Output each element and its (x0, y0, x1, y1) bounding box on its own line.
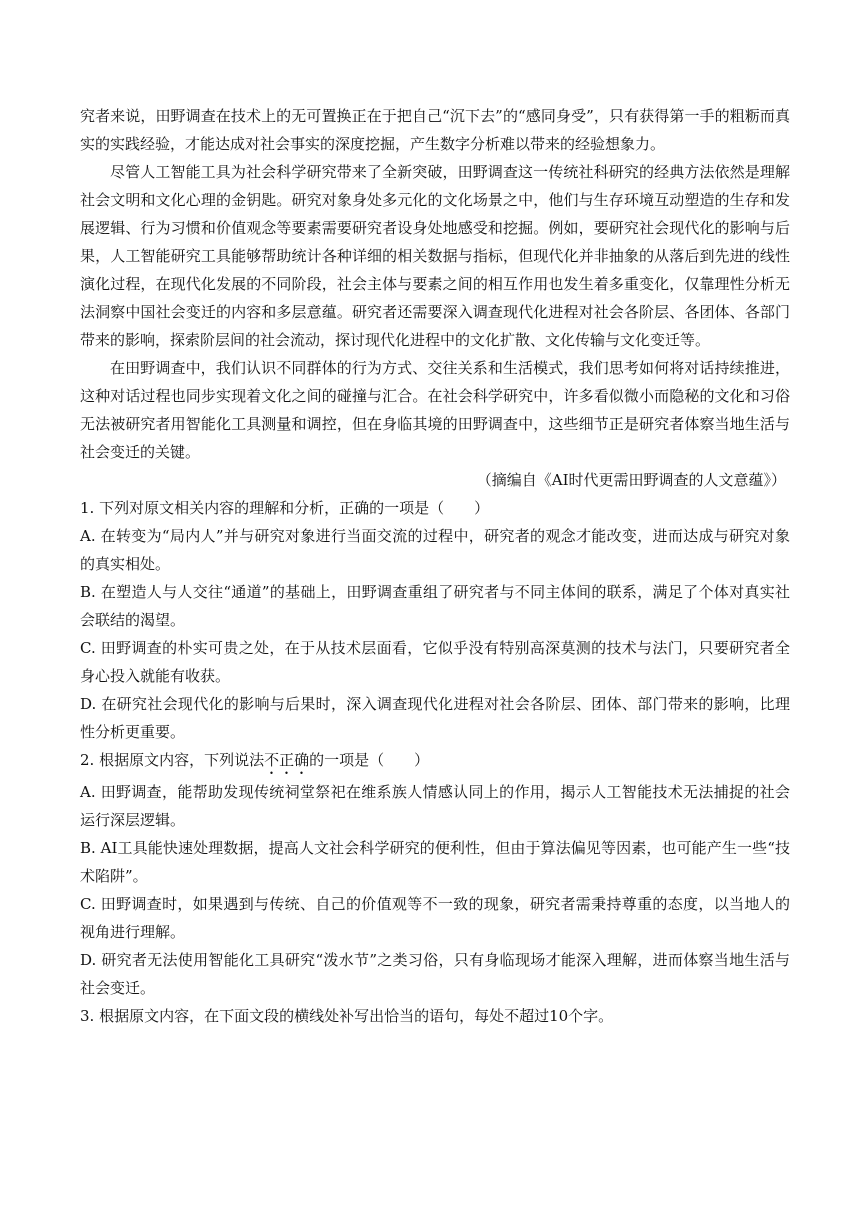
question-2-option-a: A. 田野调查，能帮助发现传统祠堂祭祀在维系族人情感认同上的作用，揭示人工智能技术无法捕捉的社会运行深层逻辑。 (80, 783, 790, 829)
question-2-option-c: C. 田野调查时，如果遇到与传统、自己的价值观等不一致的现象，研究者需秉持尊重的态度，以当地人的视角进行理解。 (80, 895, 790, 941)
article-source: （摘编自《AI时代更需田野调查的人文意蕴》） (476, 471, 786, 489)
question-1-option-c: C. 田野调查的朴实可贵之处，在于从技术层面看，它似乎没有特别高深莫测的技术与法门，只要研究者全身心投入就能有收获。 (80, 639, 790, 685)
question-2-option-d: D. 研究者无法使用智能化工具研究“泼水节”之类习俗，只有身临现场才能深入理解，进而体察当地生活与社会变迁。 (80, 951, 790, 997)
question-2 (80, 746, 790, 1002)
article-paragraph-3: 在田野调查中，我们认识不同群体的行为方式、交往关系和生活模式，我们思考如何将对话持续推进，这种对话过程也同步实现着文化之间的碰撞与汇合。在社会科学研究中，许多看似微小而隐秘的文化和习俗无法被研究者用智能化工具测量和调控，但在身临其境的田野调查中，这些细节正是研究者体察当地生活与社会变迁的关键。 (80, 359, 790, 461)
article-paragraph-1-continued: 究者来说，田野调查在技术上的无可置换正在于把自己“沉下去”的“感同身受”，只有获得第一手的粗粝而真实的实践经验，才能达成对社会事实的深度挖掘，产生数字分析难以带来的经验想象力。 (80, 107, 790, 153)
question-2-stem-after: 的一项是（ ） (309, 751, 430, 769)
article-paragraph-2: 尽管人工智能工具为社会科学研究带来了全新突破，田野调查这一传统社科研究的经典方法依然是理解社会文明和文化心理的金钥匙。研究对象身处多元化的文化场景之中，他们与生存环境互动塑造的生存和发展逻辑、行为习惯和价值观念等要素需要研究者设身处地感受和挖掘。例如，要研究社会现代化的影响与后果，人工智能研究工具能够帮助统计各种详细的相关数据与指标，但现代化并非抽象的从落后到先进的线性演化过程，在现代化发展的不同阶段，社会主体与要素之间的相互作用也发生着多重变化，仅靠理性分析无法洞察中国社会变迁的内容和多层意蕴。研究者还需要深入调查现代化进程对社会各阶层、各团体、各部门带来的影响，探索阶层间的社会流动，探讨现代化进程中的文化扩散、文化传输与文化变迁等。 (80, 163, 790, 349)
question-3 (80, 1002, 790, 1030)
question-1-option-d: D. 在研究社会现代化的影响与后果时，深入调查现代化进程对社会各阶层、团体、部门带来的影响，比理性分析更重要。 (80, 695, 790, 741)
question-1-stem: 1. 下列对原文相关内容的理解和分析，正确的一项是（ ） (80, 499, 490, 517)
question-2-stem (80, 746, 790, 778)
question-1-option-b: B. 在塑造人与人交往“通道”的基础上，田野调查重组了研究者与不同主体间的联系，满足了个体对真实社会联结的渴望。 (80, 583, 790, 629)
question-2-option-b: B. AI工具能快速处理数据，提高人文社会科学研究的便利性，但由于算法偏见等因素，也可能产生一些“技术陷阱”。 (80, 839, 790, 885)
question-2-stem-emphasis: 不正确 (264, 751, 310, 769)
question-1 (80, 494, 790, 746)
question-3-stem: 3. 根据原文内容，在下面文段的横线处补写出恰当的语句，每处不超过10个字。 (80, 1007, 614, 1025)
document-page (80, 102, 790, 1030)
question-1-option-a: A. 在转变为“局内人”并与研究对象进行当面交流的过程中，研究者的观念才能改变，进而达成与研究对象的真实相处。 (80, 527, 790, 573)
question-2-stem-before: 2. 根据原文内容，下列说法 (80, 751, 265, 769)
